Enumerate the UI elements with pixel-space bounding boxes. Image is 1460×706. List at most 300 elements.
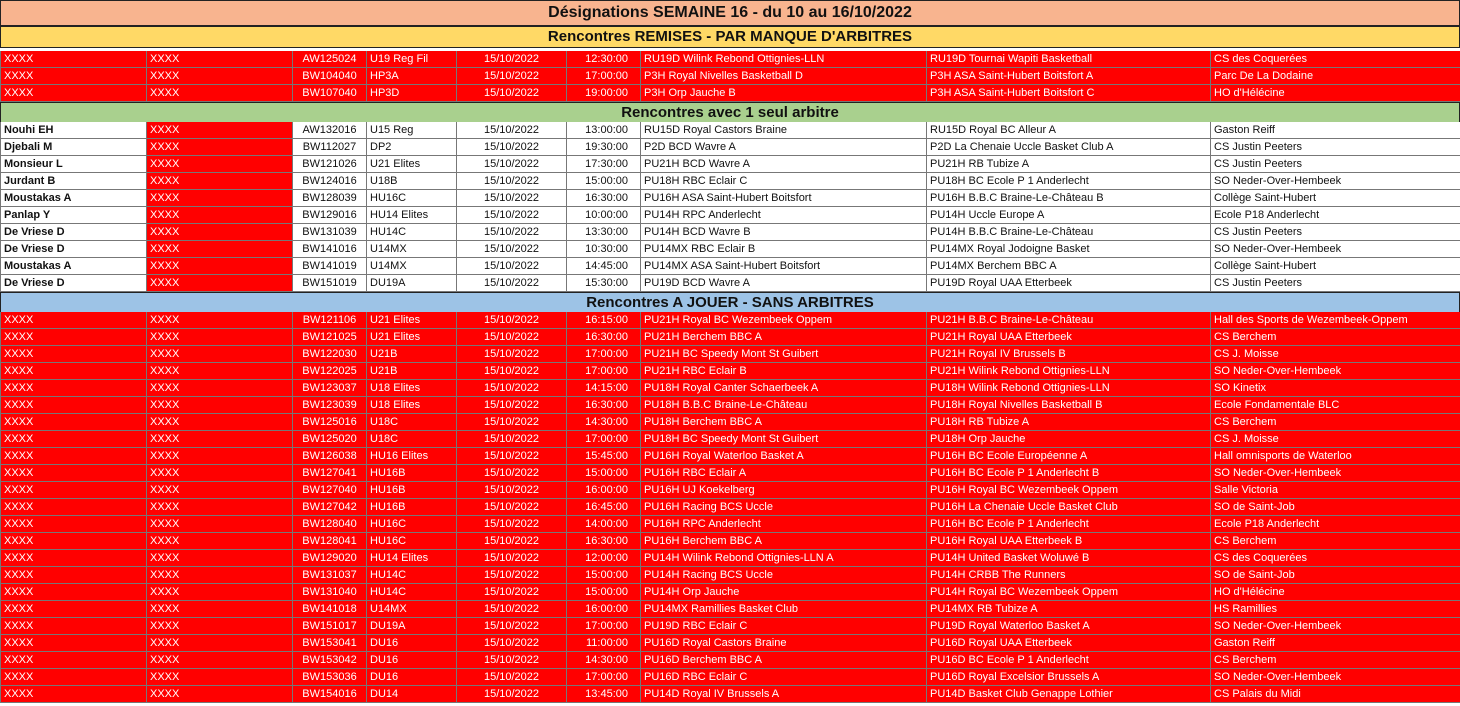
venue-cell: Gaston Reiff (1210, 122, 1460, 138)
table-row (0, 224, 1460, 241)
time-cell: 17:00:00 (566, 431, 640, 447)
venue-cell: SO Neder-Over-Hembeek (1210, 363, 1460, 379)
home-team-cell: PU14MX Ramillies Basket Club (640, 601, 926, 617)
match-number-cell: BW107040 (292, 85, 366, 101)
time-cell: 11:00:00 (566, 635, 640, 651)
category-cell: U14MX (366, 601, 456, 617)
referee-2-cell: XXXX (146, 516, 292, 532)
referee-2-cell: XXXX (146, 431, 292, 447)
venue-cell: SO Neder-Over-Hembeek (1210, 465, 1460, 481)
home-team-cell: PU21H Berchem BBC A (640, 329, 926, 345)
away-team-cell: PU14H CRBB The Runners (926, 567, 1210, 583)
time-cell: 10:30:00 (566, 241, 640, 257)
away-team-cell: PU14H B.B.C Braine-Le-Château (926, 224, 1210, 240)
category-cell: DU14 (366, 686, 456, 702)
referee-2-cell: XXXX (146, 584, 292, 600)
sheet-title: Désignations SEMAINE 16 - du 10 au 16/10/2022 (0, 0, 1460, 26)
table-row (0, 156, 1460, 173)
time-cell: 13:30:00 (566, 224, 640, 240)
table-row (0, 414, 1460, 431)
referee-1-cell: XXXX (0, 686, 146, 702)
referee-1-cell: XXXX (0, 431, 146, 447)
time-cell: 19:00:00 (566, 85, 640, 101)
referee-1-cell: XXXX (0, 68, 146, 84)
match-number-cell: BW153042 (292, 652, 366, 668)
match-number-cell: BW127041 (292, 465, 366, 481)
match-number-cell: BW131039 (292, 224, 366, 240)
home-team-cell: PU14H BCD Wavre B (640, 224, 926, 240)
match-number-cell: BW112027 (292, 139, 366, 155)
table-row (0, 533, 1460, 550)
venue-cell: SO de Saint-Job (1210, 567, 1460, 583)
category-cell: HU14 Elites (366, 207, 456, 223)
time-cell: 16:00:00 (566, 601, 640, 617)
table-row (0, 85, 1460, 102)
date-cell: 15/10/2022 (456, 122, 566, 138)
time-cell: 15:00:00 (566, 173, 640, 189)
table-row (0, 139, 1460, 156)
away-team-cell: PU14MX RB Tubize A (926, 601, 1210, 617)
venue-cell: Hall des Sports de Wezembeek-Oppem (1210, 312, 1460, 328)
referee-1-cell: XXXX (0, 601, 146, 617)
category-cell: HU16B (366, 499, 456, 515)
venue-cell: Ecole P18 Anderlecht (1210, 207, 1460, 223)
home-team-cell: PU16H RBC Eclair A (640, 465, 926, 481)
referee-2-cell: XXXX (146, 482, 292, 498)
date-cell: 15/10/2022 (456, 68, 566, 84)
referee-1-cell: XXXX (0, 584, 146, 600)
referee-2-cell: XXXX (146, 550, 292, 566)
category-cell: U18 Elites (366, 397, 456, 413)
match-number-cell: BW129020 (292, 550, 366, 566)
match-number-cell: BW121026 (292, 156, 366, 172)
category-cell: U21B (366, 346, 456, 362)
referee-2-cell: XXXX (146, 363, 292, 379)
table-row (0, 173, 1460, 190)
category-cell: U15 Reg (366, 122, 456, 138)
away-team-cell: PU16H BC Ecole P 1 Anderlecht (926, 516, 1210, 532)
match-number-cell: BW128040 (292, 516, 366, 532)
category-cell: DU16 (366, 652, 456, 668)
time-cell: 15:30:00 (566, 275, 640, 291)
table-row (0, 448, 1460, 465)
match-number-cell: BW127040 (292, 482, 366, 498)
date-cell: 15/10/2022 (456, 618, 566, 634)
away-team-cell: PU14D Basket Club Genappe Lothier (926, 686, 1210, 702)
referee-2-cell: XXXX (146, 669, 292, 685)
home-team-cell: PU14H Orp Jauche (640, 584, 926, 600)
away-team-cell: PU19D Royal UAA Etterbeek (926, 275, 1210, 291)
time-cell: 14:15:00 (566, 380, 640, 396)
category-cell: U14MX (366, 241, 456, 257)
referee-1-cell: XXXX (0, 363, 146, 379)
away-team-cell: PU16H BC Ecole P 1 Anderlecht B (926, 465, 1210, 481)
referee-1-cell: Nouhi EH (0, 122, 146, 138)
referee-2-cell: XXXX (146, 448, 292, 464)
venue-cell: CS des Coquerées (1210, 51, 1460, 67)
venue-cell: HS Ramillies (1210, 601, 1460, 617)
date-cell: 15/10/2022 (456, 312, 566, 328)
table-row (0, 516, 1460, 533)
time-cell: 17:00:00 (566, 363, 640, 379)
referee-2-cell: XXXX (146, 156, 292, 172)
venue-cell: CS J. Moisse (1210, 431, 1460, 447)
away-team-cell: PU18H Wilink Rebond Ottignies-LLN (926, 380, 1210, 396)
time-cell: 17:00:00 (566, 618, 640, 634)
away-team-cell: PU21H RB Tubize A (926, 156, 1210, 172)
home-team-cell: RU15D Royal Castors Braine (640, 122, 926, 138)
date-cell: 15/10/2022 (456, 567, 566, 583)
table-row (0, 346, 1460, 363)
referee-2-cell: XXXX (146, 241, 292, 257)
referee-2-cell: XXXX (146, 397, 292, 413)
category-cell: U19 Reg Fil (366, 51, 456, 67)
home-team-cell: PU21H BCD Wavre A (640, 156, 926, 172)
away-team-cell: PU16D Royal Excelsior Brussels A (926, 669, 1210, 685)
time-cell: 12:30:00 (566, 51, 640, 67)
table-row (0, 258, 1460, 275)
away-team-cell: PU21H Royal IV Brussels B (926, 346, 1210, 362)
away-team-cell: PU14H Royal BC Wezembeek Oppem (926, 584, 1210, 600)
date-cell: 15/10/2022 (456, 397, 566, 413)
time-cell: 16:30:00 (566, 397, 640, 413)
date-cell: 15/10/2022 (456, 241, 566, 257)
venue-cell: CS Berchem (1210, 329, 1460, 345)
time-cell: 17:00:00 (566, 669, 640, 685)
section-header-seul: Rencontres avec 1 seul arbitre (0, 102, 1460, 124)
venue-cell: SO de Saint-Job (1210, 499, 1460, 515)
date-cell: 15/10/2022 (456, 516, 566, 532)
date-cell: 15/10/2022 (456, 652, 566, 668)
referee-1-cell: XXXX (0, 618, 146, 634)
referee-1-cell: XXXX (0, 448, 146, 464)
referee-1-cell: Moustakas A (0, 258, 146, 274)
referee-1-cell: XXXX (0, 346, 146, 362)
away-team-cell: PU16D BC Ecole P 1 Anderlecht (926, 652, 1210, 668)
date-cell: 15/10/2022 (456, 584, 566, 600)
match-number-cell: BW129016 (292, 207, 366, 223)
date-cell: 15/10/2022 (456, 448, 566, 464)
match-number-cell: BW151017 (292, 618, 366, 634)
referee-1-cell: Moustakas A (0, 190, 146, 206)
date-cell: 15/10/2022 (456, 414, 566, 430)
referee-2-cell: XXXX (146, 414, 292, 430)
category-cell: U18 Elites (366, 380, 456, 396)
match-number-cell: BW125016 (292, 414, 366, 430)
time-cell: 15:00:00 (566, 584, 640, 600)
referee-1-cell: XXXX (0, 312, 146, 328)
category-cell: HU16C (366, 516, 456, 532)
referee-1-cell: Monsieur L (0, 156, 146, 172)
match-number-cell: BW121106 (292, 312, 366, 328)
referee-1-cell: De Vriese D (0, 275, 146, 291)
away-team-cell: P3H ASA Saint-Hubert Boitsfort C (926, 85, 1210, 101)
home-team-cell: PU21H Royal BC Wezembeek Oppem (640, 312, 926, 328)
date-cell: 15/10/2022 (456, 207, 566, 223)
home-team-cell: PU14MX ASA Saint-Hubert Boitsfort (640, 258, 926, 274)
time-cell: 14:45:00 (566, 258, 640, 274)
time-cell: 17:30:00 (566, 156, 640, 172)
category-cell: DP2 (366, 139, 456, 155)
time-cell: 13:45:00 (566, 686, 640, 702)
referee-2-cell: XXXX (146, 68, 292, 84)
category-cell: DU16 (366, 669, 456, 685)
category-cell: HU16 Elites (366, 448, 456, 464)
category-cell: HU16B (366, 482, 456, 498)
category-cell: U14MX (366, 258, 456, 274)
section-header-remises: Rencontres REMISES - PAR MANQUE D'ARBITRES (0, 26, 1460, 48)
time-cell: 16:30:00 (566, 533, 640, 549)
away-team-cell: PU18H RB Tubize A (926, 414, 1210, 430)
referee-1-cell: XXXX (0, 533, 146, 549)
venue-cell: CS Justin Peeters (1210, 224, 1460, 240)
venue-cell: CS Berchem (1210, 652, 1460, 668)
referee-1-cell: XXXX (0, 414, 146, 430)
away-team-cell: P2D La Chenaie Uccle Basket Club A (926, 139, 1210, 155)
date-cell: 15/10/2022 (456, 329, 566, 345)
match-number-cell: BW141018 (292, 601, 366, 617)
match-number-cell: BW131040 (292, 584, 366, 600)
venue-cell: SO Neder-Over-Hembeek (1210, 618, 1460, 634)
time-cell: 19:30:00 (566, 139, 640, 155)
match-number-cell: BW121025 (292, 329, 366, 345)
away-team-cell: PU16H BC Ecole Européenne A (926, 448, 1210, 464)
referee-1-cell: XXXX (0, 516, 146, 532)
venue-cell: Hall omnisports de Waterloo (1210, 448, 1460, 464)
referee-1-cell: XXXX (0, 51, 146, 67)
match-number-cell: BW153036 (292, 669, 366, 685)
venue-cell: CS Justin Peeters (1210, 139, 1460, 155)
venue-cell: SO Neder-Over-Hembeek (1210, 241, 1460, 257)
home-team-cell: P2D BCD Wavre A (640, 139, 926, 155)
match-number-cell: BW131037 (292, 567, 366, 583)
away-team-cell: PU16H Royal BC Wezembeek Oppem (926, 482, 1210, 498)
time-cell: 15:45:00 (566, 448, 640, 464)
venue-cell: SO Kinetix (1210, 380, 1460, 396)
referee-1-cell: XXXX (0, 85, 146, 101)
away-team-cell: PU16H La Chenaie Uccle Basket Club (926, 499, 1210, 515)
away-team-cell: P3H ASA Saint-Hubert Boitsfort A (926, 68, 1210, 84)
away-team-cell: PU18H Royal Nivelles Basketball B (926, 397, 1210, 413)
venue-cell: Ecole P18 Anderlecht (1210, 516, 1460, 532)
referee-2-cell: XXXX (146, 686, 292, 702)
table-row (0, 329, 1460, 346)
table-row (0, 363, 1460, 380)
referee-1-cell: XXXX (0, 397, 146, 413)
table-row (0, 380, 1460, 397)
time-cell: 16:00:00 (566, 482, 640, 498)
match-number-cell: BW151019 (292, 275, 366, 291)
referee-1-cell: Djebali M (0, 139, 146, 155)
date-cell: 15/10/2022 (456, 275, 566, 291)
referee-2-cell: XXXX (146, 173, 292, 189)
table-row (0, 635, 1460, 652)
category-cell: DU19A (366, 618, 456, 634)
table-row (0, 68, 1460, 85)
date-cell: 15/10/2022 (456, 499, 566, 515)
venue-cell: CS Justin Peeters (1210, 156, 1460, 172)
referee-1-cell: Panlap Y (0, 207, 146, 223)
table-row (0, 51, 1460, 68)
category-cell: DU19A (366, 275, 456, 291)
venue-cell: CS Justin Peeters (1210, 275, 1460, 291)
venue-cell: Salle Victoria (1210, 482, 1460, 498)
date-cell: 15/10/2022 (456, 363, 566, 379)
date-cell: 15/10/2022 (456, 635, 566, 651)
home-team-cell: PU16H UJ Koekelberg (640, 482, 926, 498)
date-cell: 15/10/2022 (456, 669, 566, 685)
referee-2-cell: XXXX (146, 652, 292, 668)
venue-cell: CS Berchem (1210, 533, 1460, 549)
venue-cell: Collège Saint-Hubert (1210, 258, 1460, 274)
table-row (0, 122, 1460, 139)
referee-2-cell: XXXX (146, 635, 292, 651)
home-team-cell: PU14H RPC Anderlecht (640, 207, 926, 223)
home-team-cell: PU18H Royal Canter Schaerbeek A (640, 380, 926, 396)
date-cell: 15/10/2022 (456, 465, 566, 481)
referee-2-cell: XXXX (146, 224, 292, 240)
category-cell: HU16C (366, 190, 456, 206)
category-cell: U18C (366, 414, 456, 430)
time-cell: 17:00:00 (566, 346, 640, 362)
away-team-cell: PU14MX Royal Jodoigne Basket (926, 241, 1210, 257)
date-cell: 15/10/2022 (456, 601, 566, 617)
venue-cell: Gaston Reiff (1210, 635, 1460, 651)
time-cell: 16:30:00 (566, 329, 640, 345)
match-number-cell: BW123039 (292, 397, 366, 413)
match-number-cell: BW141019 (292, 258, 366, 274)
category-cell: U21 Elites (366, 312, 456, 328)
venue-cell: CS J. Moisse (1210, 346, 1460, 362)
referee-2-cell: XXXX (146, 567, 292, 583)
venue-cell: Parc De La Dodaine (1210, 68, 1460, 84)
table-row (0, 499, 1460, 516)
home-team-cell: P3H Royal Nivelles Basketball D (640, 68, 926, 84)
date-cell: 15/10/2022 (456, 346, 566, 362)
home-team-cell: PU16D Berchem BBC A (640, 652, 926, 668)
date-cell: 15/10/2022 (456, 686, 566, 702)
match-number-cell: BW153041 (292, 635, 366, 651)
away-team-cell: PU14H Uccle Europe A (926, 207, 1210, 223)
match-number-cell: BW127042 (292, 499, 366, 515)
referee-2-cell: XXXX (146, 618, 292, 634)
venue-cell: HO d'Hélécine (1210, 584, 1460, 600)
home-team-cell: PU21H RBC Eclair B (640, 363, 926, 379)
away-team-cell: PU21H B.B.C Braine-Le-Château (926, 312, 1210, 328)
home-team-cell: P3H Orp Jauche B (640, 85, 926, 101)
referee-2-cell: XXXX (146, 533, 292, 549)
venue-cell: CS Berchem (1210, 414, 1460, 430)
table-row (0, 601, 1460, 618)
venue-cell: SO Neder-Over-Hembeek (1210, 173, 1460, 189)
referee-2-cell: XXXX (146, 190, 292, 206)
match-number-cell: BW141016 (292, 241, 366, 257)
time-cell: 10:00:00 (566, 207, 640, 223)
referee-2-cell: XXXX (146, 601, 292, 617)
match-number-cell: AW132016 (292, 122, 366, 138)
time-cell: 16:30:00 (566, 190, 640, 206)
referee-1-cell: XXXX (0, 669, 146, 685)
match-number-cell: BW128041 (292, 533, 366, 549)
referee-1-cell: XXXX (0, 652, 146, 668)
category-cell: HU14C (366, 224, 456, 240)
home-team-cell: PU16H Royal Waterloo Basket A (640, 448, 926, 464)
time-cell: 16:45:00 (566, 499, 640, 515)
away-team-cell: PU16D Royal UAA Etterbeek (926, 635, 1210, 651)
match-number-cell: BW125020 (292, 431, 366, 447)
date-cell: 15/10/2022 (456, 550, 566, 566)
category-cell: HU16B (366, 465, 456, 481)
match-number-cell: BW122030 (292, 346, 366, 362)
match-number-cell: BW124016 (292, 173, 366, 189)
date-cell: 15/10/2022 (456, 51, 566, 67)
date-cell: 15/10/2022 (456, 431, 566, 447)
time-cell: 14:30:00 (566, 414, 640, 430)
table-row (0, 550, 1460, 567)
home-team-cell: PU16D Royal Castors Braine (640, 635, 926, 651)
referee-1-cell: XXXX (0, 380, 146, 396)
venue-cell: CS Palais du Midi (1210, 686, 1460, 702)
table-row (0, 482, 1460, 499)
table-row (0, 618, 1460, 635)
table-row (0, 652, 1460, 669)
match-number-cell: BW128039 (292, 190, 366, 206)
time-cell: 13:00:00 (566, 122, 640, 138)
category-cell: U18C (366, 431, 456, 447)
referee-1-cell: XXXX (0, 499, 146, 515)
referee-1-cell: XXXX (0, 567, 146, 583)
table-row (0, 431, 1460, 448)
referee-1-cell: De Vriese D (0, 224, 146, 240)
home-team-cell: PU16H RPC Anderlecht (640, 516, 926, 532)
match-number-cell: BW126038 (292, 448, 366, 464)
category-cell: HU14C (366, 567, 456, 583)
referee-2-cell: XXXX (146, 122, 292, 138)
match-number-cell: BW122025 (292, 363, 366, 379)
away-team-cell: PU21H Royal UAA Etterbeek (926, 329, 1210, 345)
date-cell: 15/10/2022 (456, 156, 566, 172)
home-team-cell: PU14MX RBC Eclair B (640, 241, 926, 257)
date-cell: 15/10/2022 (456, 533, 566, 549)
home-team-cell: RU19D Wilink Rebond Ottignies-LLN (640, 51, 926, 67)
match-number-cell: BW154016 (292, 686, 366, 702)
home-team-cell: PU14H Racing BCS Uccle (640, 567, 926, 583)
date-cell: 15/10/2022 (456, 190, 566, 206)
match-number-cell: BW104040 (292, 68, 366, 84)
away-team-cell: PU16H B.B.C Braine-Le-Château B (926, 190, 1210, 206)
category-cell: HU16C (366, 533, 456, 549)
home-team-cell: PU19D RBC Eclair C (640, 618, 926, 634)
referee-1-cell: XXXX (0, 482, 146, 498)
referee-1-cell: XXXX (0, 635, 146, 651)
time-cell: 16:15:00 (566, 312, 640, 328)
home-team-cell: PU16D RBC Eclair C (640, 669, 926, 685)
table-row (0, 312, 1460, 329)
category-cell: HP3D (366, 85, 456, 101)
referee-2-cell: XXXX (146, 312, 292, 328)
time-cell: 14:00:00 (566, 516, 640, 532)
table-row (0, 669, 1460, 686)
referee-2-cell: XXXX (146, 329, 292, 345)
category-cell: U21 Elites (366, 156, 456, 172)
date-cell: 15/10/2022 (456, 139, 566, 155)
match-number-cell: AW125024 (292, 51, 366, 67)
away-team-cell: RU19D Tournai Wapiti Basketball (926, 51, 1210, 67)
venue-cell: Ecole Fondamentale BLC (1210, 397, 1460, 413)
referee-1-cell: XXXX (0, 329, 146, 345)
table-row (0, 686, 1460, 703)
date-cell: 15/10/2022 (456, 85, 566, 101)
